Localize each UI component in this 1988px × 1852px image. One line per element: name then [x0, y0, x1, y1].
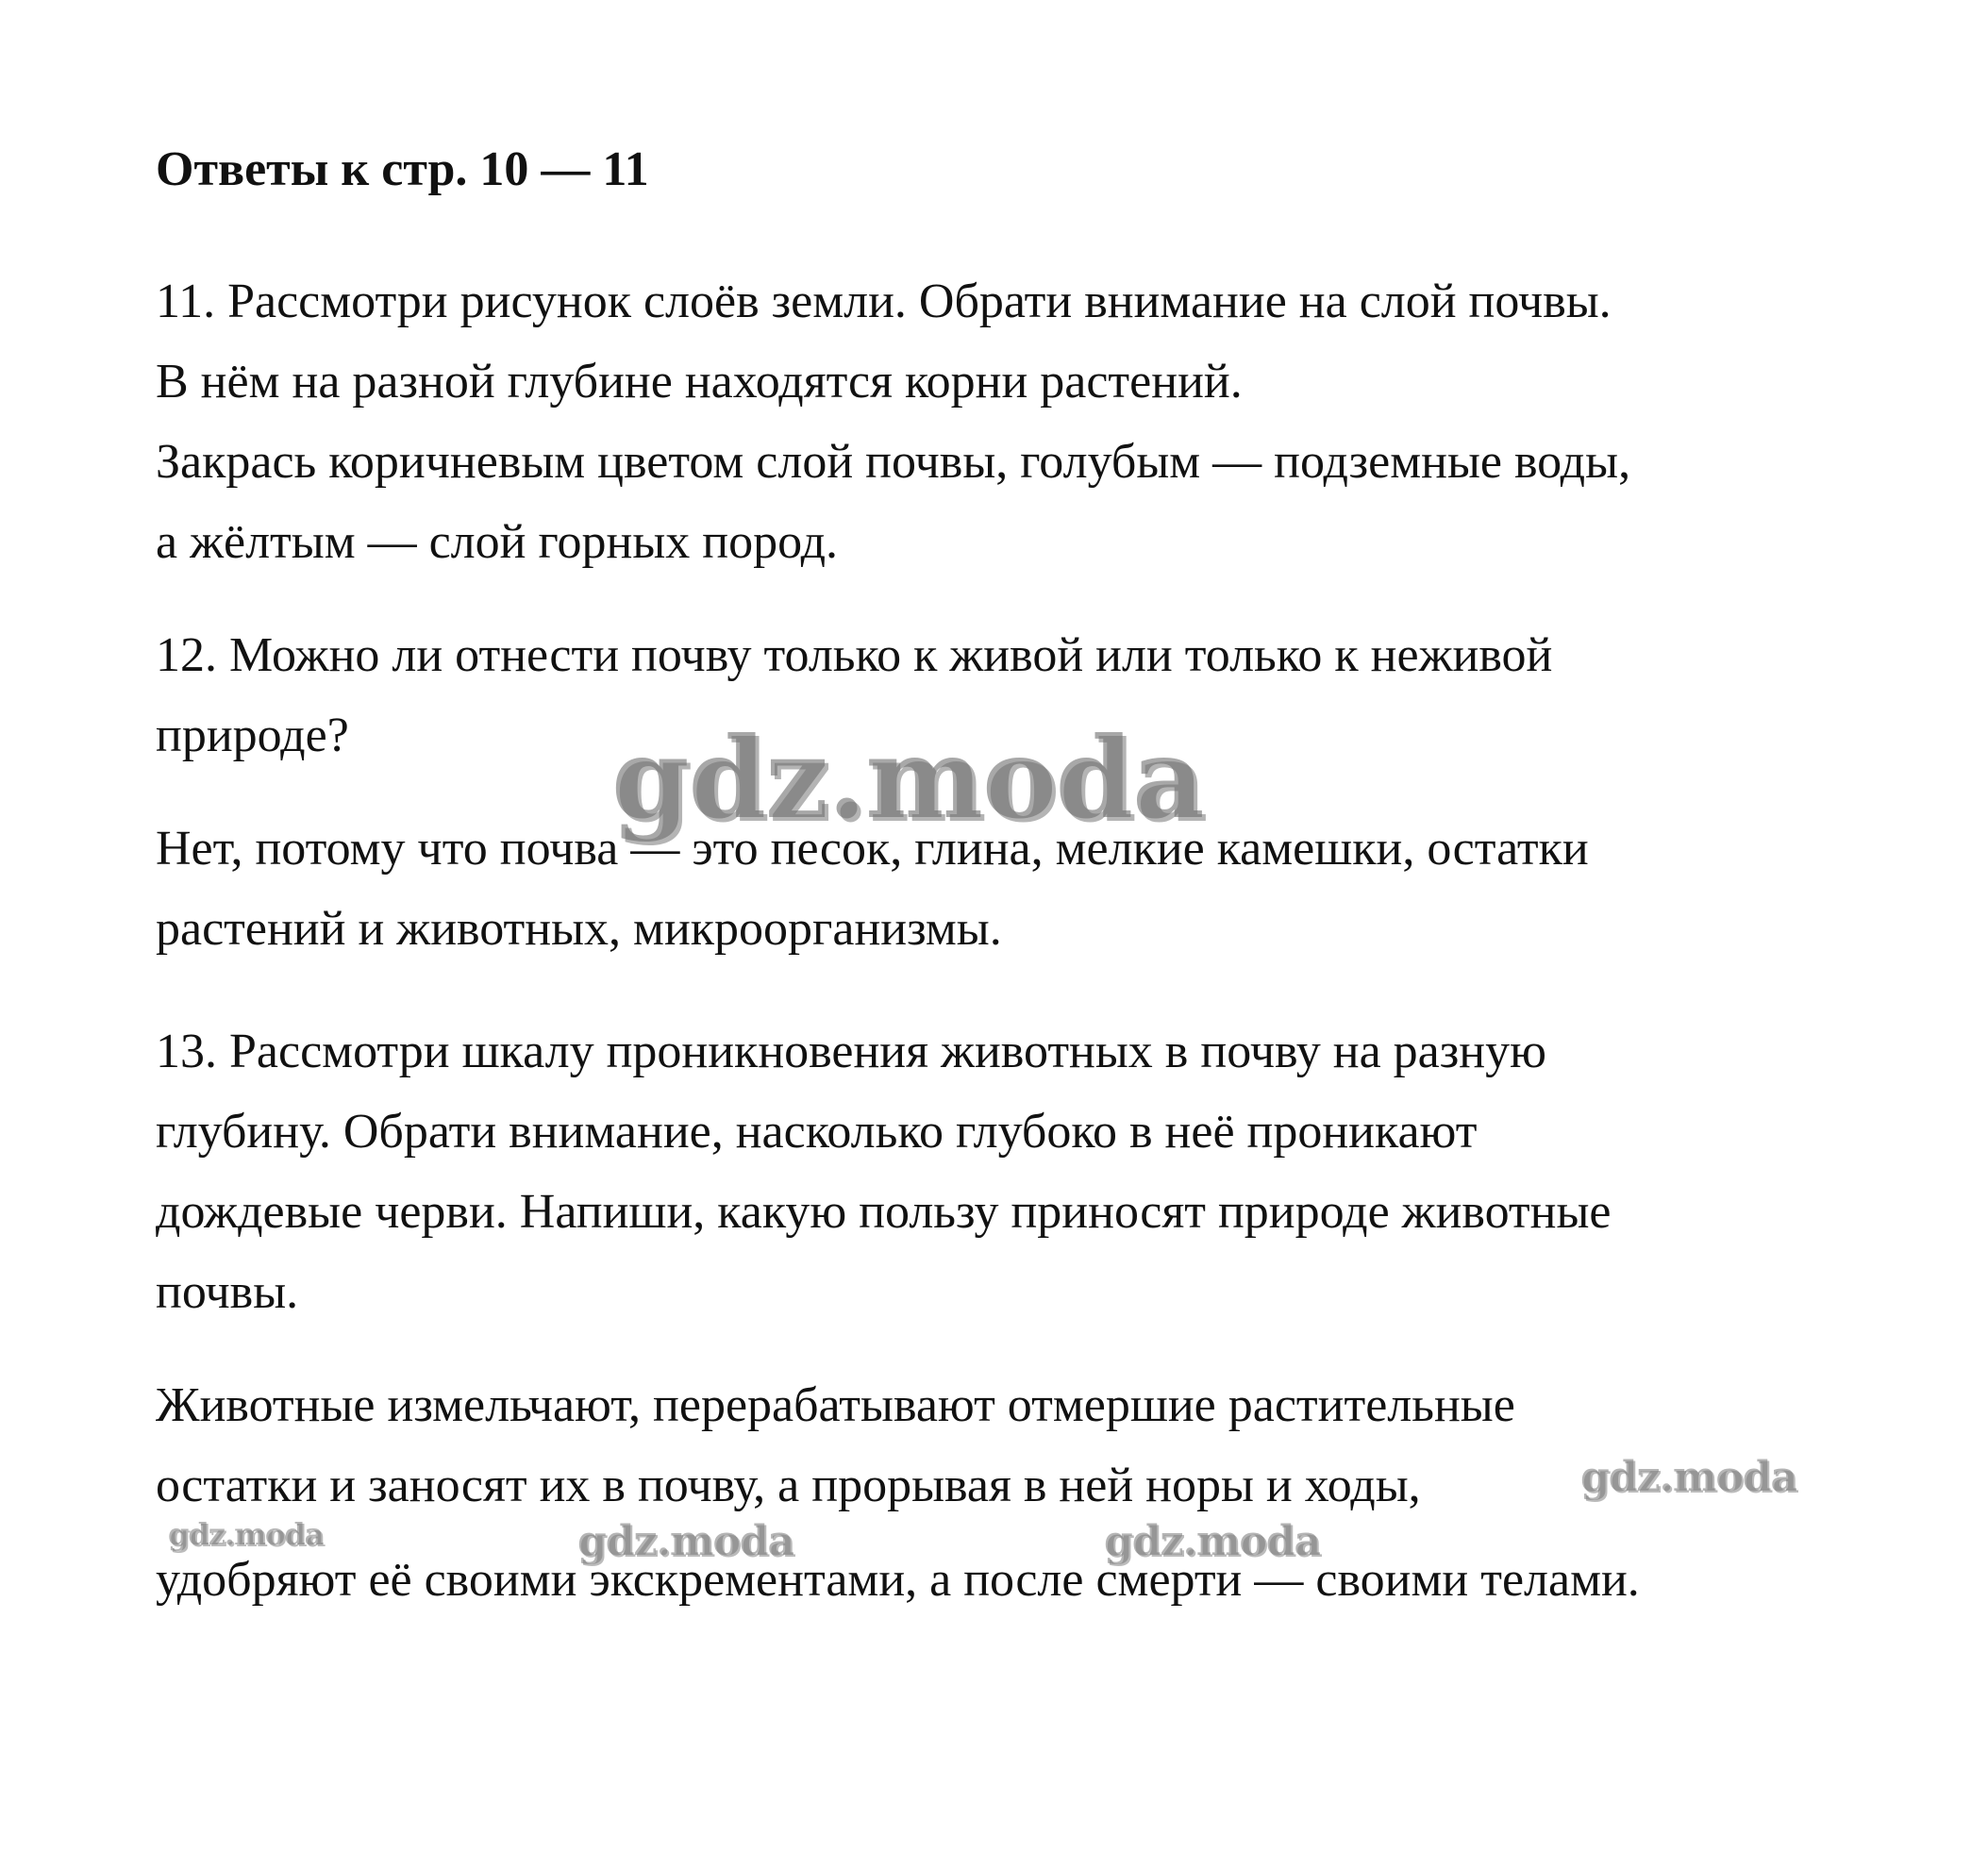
task-13-line-2: глубину. Обрати внимание, насколько глубоко в неё проникают [156, 1105, 1478, 1159]
task-12-answer-line-2: растений и животных, микроорганизмы. [156, 902, 1002, 956]
watermark-main: gdz.moda [611, 712, 1204, 843]
task-13-answer-line-2: остатки и заносят их в почву, а прорывая в ней норы и ходы, [156, 1459, 1421, 1512]
watermark-small: gdz.moda [1104, 1517, 1321, 1565]
task-13-line-3: дождевые черви. Напиши, какую пользу приносят природе животные [156, 1185, 1612, 1239]
task-13-answer-line-3: удобряют её своими экскрементами, а после смерти — своими телами. [156, 1553, 1640, 1607]
task-13-line-1: 13. Рассмотри шкалу проникновения животных в почву на разную [156, 1025, 1546, 1078]
page-title: Ответы к стр. 10 — 11 [156, 142, 649, 196]
task-12-line-2: природе? [156, 709, 349, 762]
task-11-line-2: В нём на разной глубине находятся корни растений. [156, 355, 1243, 409]
task-13-answer-line-1: Животные измельчают, перерабатывают отмершие растительные [156, 1378, 1515, 1432]
watermark-small: gdz.moda [168, 1516, 324, 1552]
task-12-line-1: 12. Можно ли отнести почву только к живой или только к неживой [156, 628, 1553, 682]
task-11-line-4: а жёлтым — слой горных пород. [156, 515, 839, 569]
task-11-line-1: 11. Рассмотри рисунок слоёв земли. Обрати внимание на слой почвы. [156, 275, 1612, 328]
task-12-answer-line-1: Нет, потому что почва — это песок, глина, мелкие камешки, остатки [156, 822, 1589, 876]
watermark-small: gdz.moda [1580, 1453, 1797, 1501]
task-11-line-3: Закрась коричневым цветом слой почвы, голубым — подземные воды, [156, 435, 1631, 489]
task-13-line-4: почвы. [156, 1265, 299, 1319]
watermark-small: gdz.moda [577, 1517, 794, 1565]
